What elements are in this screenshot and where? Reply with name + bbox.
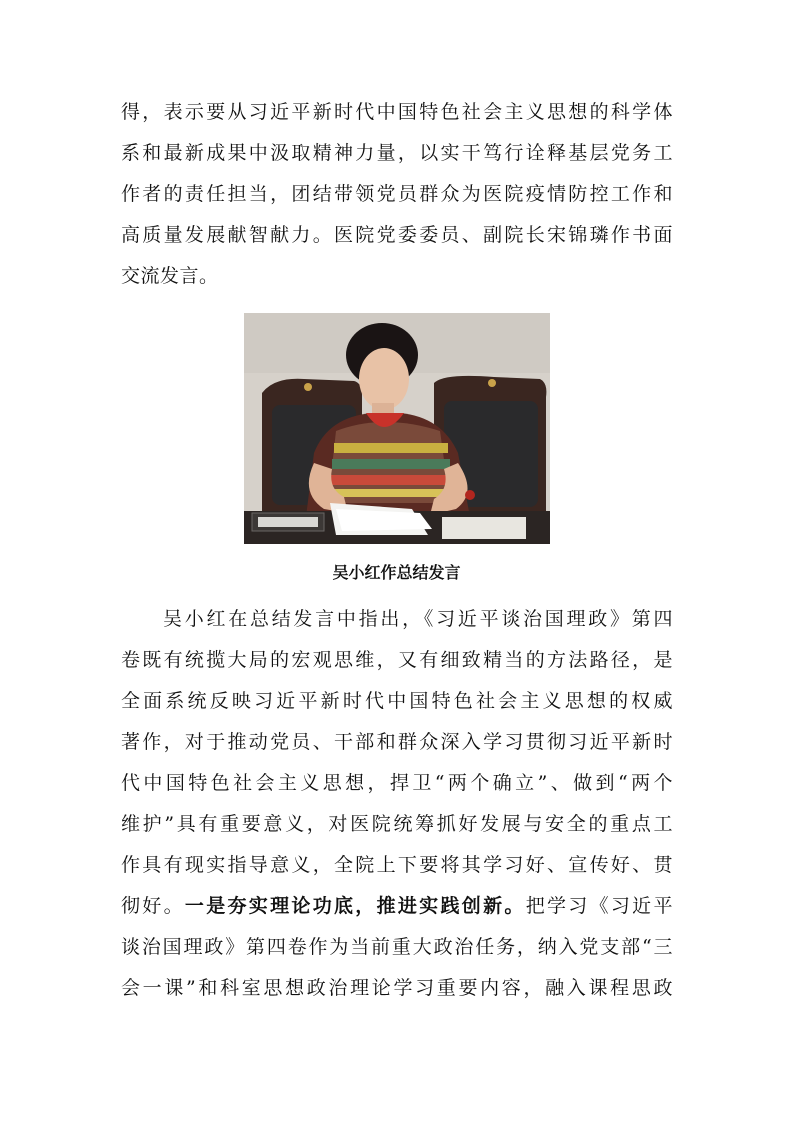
body-text: 全面系统反映习近平新时代中国特色社会主义思想的权威 [121, 690, 673, 712]
paragraph-2-line [121, 804, 673, 845]
paragraph-2-line [121, 927, 673, 968]
paragraph-1-line: 得，表示要从习近平新时代中国特色社会主义思想的科学体 [121, 101, 673, 123]
paragraph-2-line [121, 681, 673, 722]
body-text: 代中国特色社会主义思想，捍卫“两个确立”、做到“两个 [121, 772, 673, 794]
paragraph-1-line: 高质量发展献智献力。医院党委委员、副院长宋锦璘作书面 [121, 224, 673, 246]
body-text: 把学习《习近平 [525, 895, 673, 917]
bold-heading-text: 一是夯实理论功底，推进实践创新。 [184, 895, 526, 917]
paragraph-2-line [121, 763, 673, 804]
body-text: 作具有现实指导意义，全院上下要将其学习好、宣传好、贯 [121, 854, 673, 876]
body-text: 著作，对于推动党员、干部和群众深入学习贯彻习近平新时 [121, 731, 673, 753]
photo-caption: 吴小红作总结发言 [332, 563, 461, 582]
paragraph-2-line [121, 968, 673, 1009]
body-text: 谈治国理政》第四卷作为当前重大政治任务，纳入党支部“三 [121, 936, 673, 958]
paragraph-1-line: 交流发言。 [121, 265, 219, 287]
speaker-photo [244, 313, 550, 544]
paragraph-1-line: 作者的责任担当，团结带领党员群众为医院疫情防控工作和 [121, 183, 673, 205]
paragraph-2-line [121, 886, 673, 927]
body-text: 会一课”和科室思想政治理论学习重要内容，融入课程思政 [121, 977, 673, 999]
body-text: 卷既有统揽大局的宏观思维，又有细致精当的方法路径，是 [121, 649, 673, 671]
paragraph-2-line [121, 640, 673, 681]
paragraph-2 [121, 599, 673, 1009]
speaker-photo-illustration [244, 313, 550, 544]
paragraph-2-line [121, 845, 673, 886]
paragraph-1 [121, 92, 673, 297]
body-text: 维护”具有重要意义，对医院统筹抓好发展与安全的重点工 [121, 813, 673, 835]
paragraph-2-line [121, 722, 673, 763]
body-text: 吴小红在总结发言中指出，《习近平谈治国理政》第四 [163, 608, 673, 630]
paragraph-1-line: 系和最新成果中汲取精神力量，以实干笃行诠释基层党务工 [121, 142, 673, 164]
body-text: 彻好。 [121, 895, 185, 917]
paragraph-2-line [121, 599, 673, 640]
